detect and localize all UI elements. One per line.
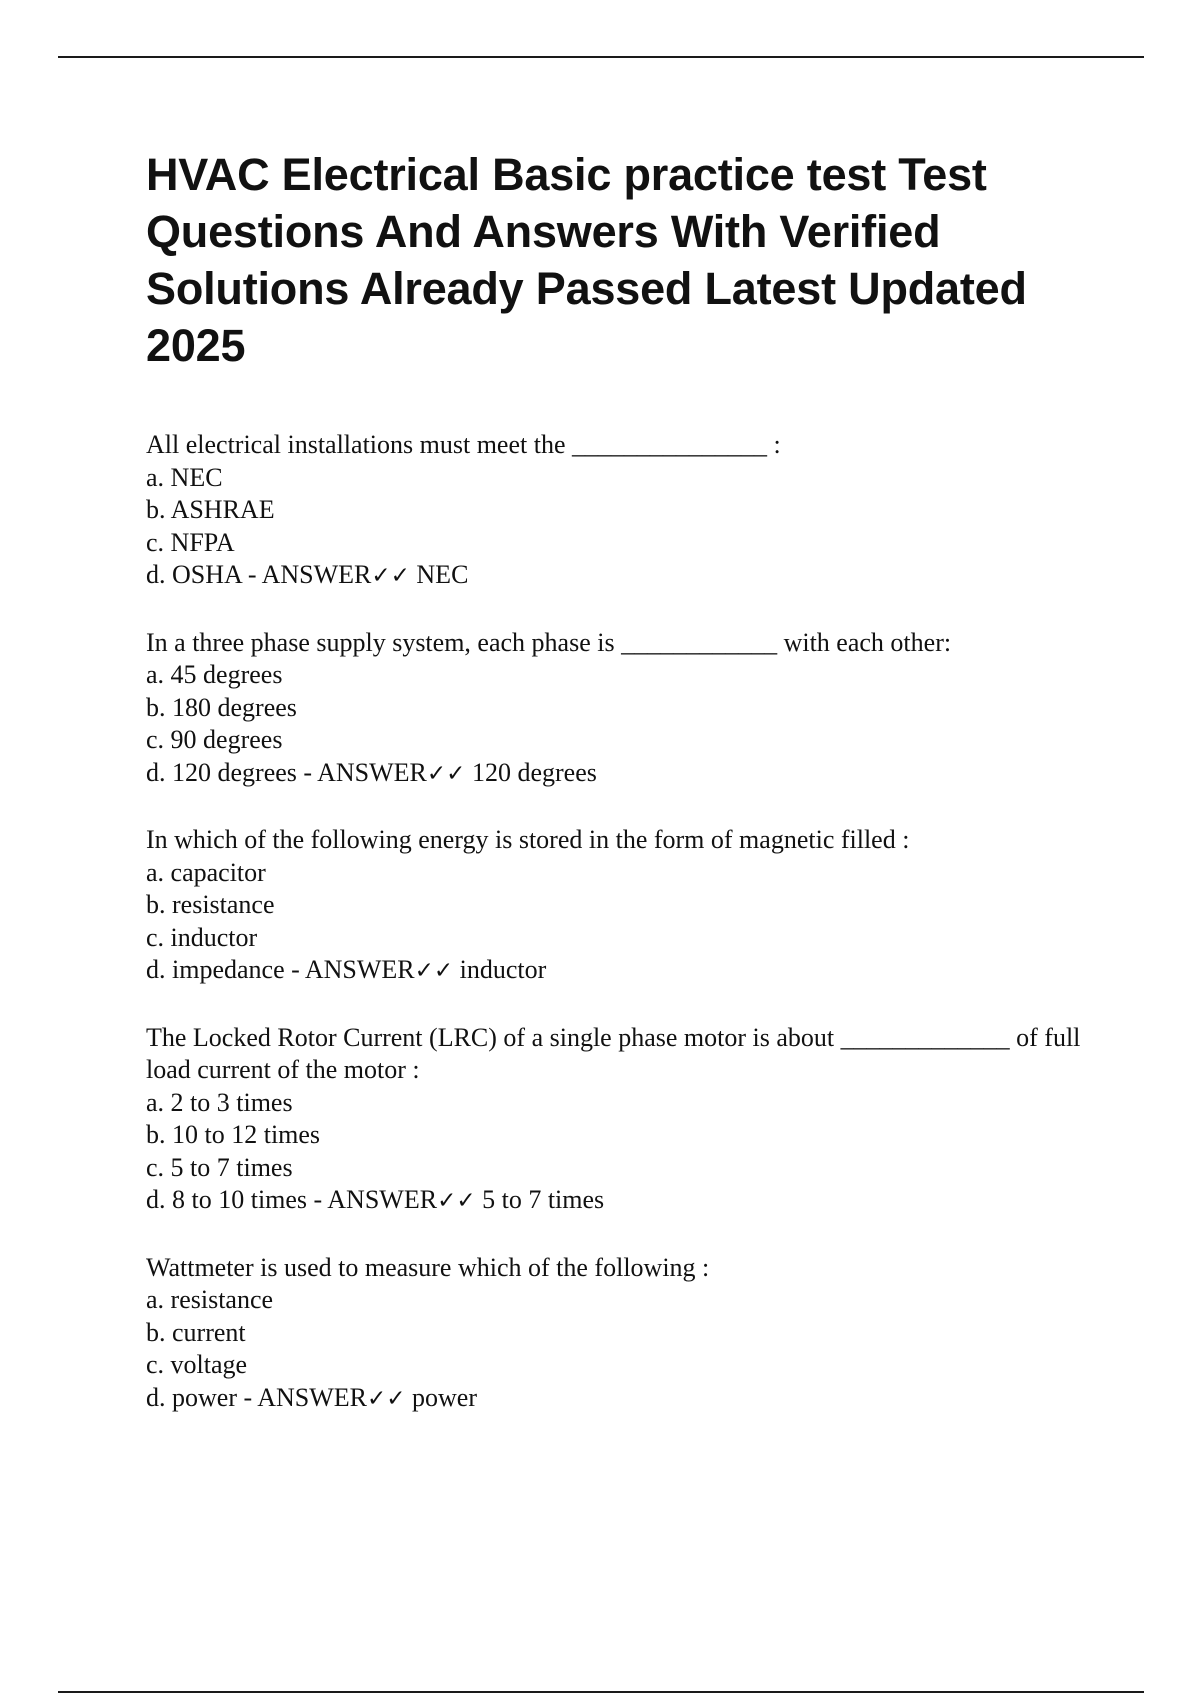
answer-option: a. 2 to 3 times — [146, 1087, 293, 1117]
answer-option: c. voltage — [146, 1350, 248, 1379]
question-block — [146, 1252, 1106, 1416]
answer-option-with-answer — [146, 1184, 1106, 1218]
document-body — [146, 146, 1106, 1449]
footer-rule — [58, 1691, 1144, 1693]
header-rule — [58, 56, 1144, 58]
answer-option: b. resistance — [146, 890, 275, 919]
question-list — [146, 429, 1106, 1415]
answer-option: b. ASHRAE — [146, 495, 275, 524]
answer-option-with-answer — [146, 1382, 1106, 1416]
answer-option: b. current — [146, 1317, 246, 1347]
answer-option-with-answer — [146, 757, 1106, 791]
double-check-icon: ✓✓ — [426, 760, 466, 787]
double-check-icon: ✓✓ — [437, 1188, 476, 1214]
answer-option: a. capacitor — [146, 857, 266, 887]
answer-option: c. 5 to 7 times — [146, 1152, 293, 1182]
question-block — [146, 627, 1106, 791]
correct-answer: 5 to 7 times — [475, 1185, 605, 1214]
question-block — [146, 429, 1106, 593]
document-title: HVAC Electrical Basic practice test Test Questions And Answers With Verified Solutions Already Passed Latest Updated 2025 — [146, 149, 1027, 371]
answer-option: a. resistance — [146, 1285, 274, 1314]
answer-option: b. 10 to 12 times — [146, 1120, 321, 1149]
question-text: The Locked Rotor Current (LRC) of a single phase motor is about _____________ of full load current of the motor : — [146, 1022, 1081, 1084]
answer-option-with-answer — [146, 954, 1106, 988]
answer-option: c. NFPA — [146, 527, 235, 557]
correct-answer: power — [405, 1382, 478, 1412]
answer-option: c. inductor — [146, 922, 258, 952]
question-block — [146, 824, 1106, 988]
question-block — [146, 1022, 1106, 1218]
answer-option: c. 90 degrees — [146, 725, 283, 754]
last-option-text: d. OSHA - ANSWER — [146, 560, 372, 589]
double-check-icon: ✓✓ — [414, 958, 454, 984]
answer-option: a. 45 degrees — [146, 660, 283, 689]
correct-answer: 120 degrees — [465, 757, 597, 787]
last-option-text: d. power - ANSWER — [146, 1382, 367, 1412]
double-check-icon: ✓✓ — [371, 563, 410, 589]
last-option-text: d. impedance - ANSWER — [146, 955, 415, 984]
correct-answer: inductor — [453, 955, 547, 984]
last-option-text: d. 120 degrees - ANSWER — [146, 757, 427, 787]
question-text: Wattmeter is used to measure which of the following : — [146, 1252, 710, 1282]
question-text: All electrical installations must meet the _______________ : — [146, 430, 781, 459]
answer-option: b. 180 degrees — [146, 692, 297, 722]
double-check-icon: ✓✓ — [366, 1385, 406, 1412]
question-text: In which of the following energy is stored in the form of magnetic filled : — [146, 825, 910, 854]
answer-option-with-answer — [146, 559, 1106, 593]
last-option-text: d. 8 to 10 times - ANSWER — [146, 1185, 438, 1214]
question-text: In a three phase supply system, each phase is ____________ with each other: — [146, 627, 952, 657]
answer-option: a. NEC — [146, 462, 223, 492]
correct-answer: NEC — [409, 560, 469, 589]
